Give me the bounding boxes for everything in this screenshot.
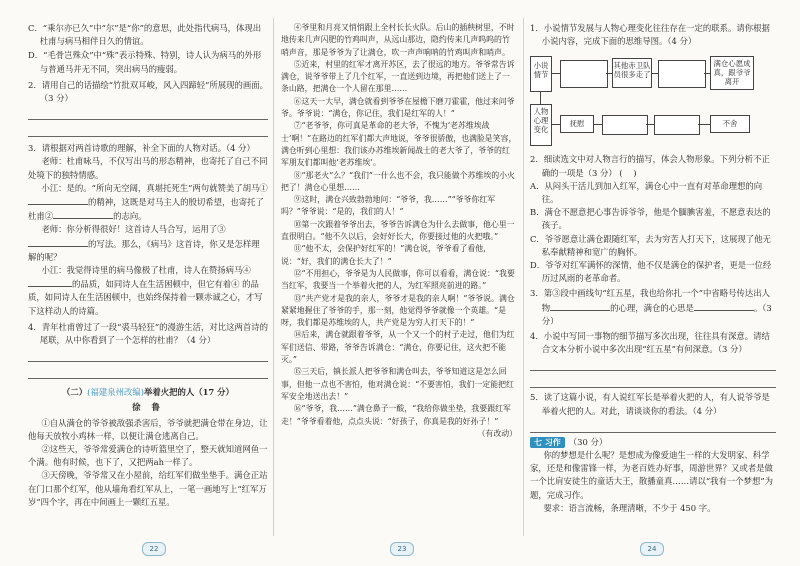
page-number: 24 [640, 542, 664, 556]
answer-line[interactable] [28, 122, 268, 137]
dialog-xiaojiang-2 [28, 264, 268, 318]
question-4: 4．小说中写同一事物的细节描写多次出现，往往具有深意。请结合文本分析小说中多次出现“红五星”有何深意。（3 分） [530, 331, 770, 355]
blank-mind[interactable] [550, 301, 610, 311]
paragraph: ⑯“爷爷，我……”满仓鼻子一酸，“我给你做坐垫，我要跟红军走！”爷爷看着他，点点头说：“好孩子，你真是我的好孙子！” [281, 404, 511, 426]
connector [646, 124, 654, 125]
paragraph: ⑬“共产党才是我的亲人，爷爷才是我的亲人啊！”爷爷说。满仓紧紧地握住了爷爷的手，那一刻，他觉得爷爷就像一个英雄。“是呀，我们都是苏维埃的人，共产党是为穷人打天下的！” [281, 293, 515, 328]
blank-thought[interactable] [694, 301, 754, 311]
answer-line[interactable] [530, 373, 776, 388]
paragraph: ⑭后来，满仓就跟着爷爷，从一个又一个的村子走过，他们为红军们送信、带路，爷爷告诉满仓：“满仓，你要记住，这火把不能灭。” [281, 330, 515, 365]
blank-2[interactable] [53, 209, 113, 219]
option-b: B．满仓不愿意把心事告诉爷爷，他是个腼腆害羞，不愿意表达的孩子。 [530, 207, 771, 231]
answer-line[interactable] [28, 347, 268, 362]
question-score: 。（3 分） [541, 302, 772, 326]
dialog-text: 的品质，如同诗人在生活困顿中，但它有着④ 的品质，如同诗人在生活困顿中，也始终保持着一颗赤诚之心，才写下这样动人的诗篇。 [28, 279, 263, 316]
answer-line[interactable] [28, 105, 268, 120]
question-2 [530, 153, 776, 179]
blank-box-4[interactable] [654, 115, 700, 135]
blank-box-1[interactable] [560, 60, 608, 88]
page-column-left [28, 22, 268, 542]
dialog-text: 的精神，这既是对马主人的殷切希望，也寄托了杜甫② [28, 197, 264, 222]
section-title [28, 386, 268, 399]
dialog-teacher-1: 老师：杜甫咏马，不仅写出马的形态精神，也寄托了自己不同处境下的独特情感。 [28, 156, 268, 180]
option-c: C．“乘尔亦已久”中“尔”是“你”的意思，此处指代病马，体现出杜甫与病马相伴日久的情谊。 [28, 23, 262, 47]
blank-box-2[interactable] [658, 60, 706, 88]
paragraph: ⑪“他不太，会保护好红军的！”满仓说，爷爷看了看他，说：“好，我们的满仓长大了！” [281, 244, 492, 266]
answer-line[interactable] [530, 418, 776, 433]
paragraph: ⑮三天后，镇长派人把爷爷和满仓叫去，爷爷知道这是怎么回事，但他一点也不害怕，他对满仓说：“不要害怕，我们一定能把红军安全地送出去！” [281, 367, 514, 401]
plot-box-2: 满仓心愿成真，跟爷爷离开 [710, 56, 754, 90]
plot-label: 小说情节 [530, 56, 552, 92]
paragraph: ⑦“老爷爷，你可真是革命的老大爷，不愧为‘老苏维埃战士’啊！”在路边的红军们都大声地说，爷爷很骄傲，也满脸是笑容，满仓听到心里想：我们该办苏维埃新闻战士的老大爷了，爷爷的红军朋友们都叫他‘老苏维埃’。 [281, 121, 517, 168]
dialog-text: 小江：是的。“所向无空阔，真堪托死生”两句就赞美了胡马① [41, 182, 268, 193]
paragraph: ①自从满仓的爷爷被敌强杀害后，爷爷就把满仓带在身边，让他每天放牧小鸡林一样，以便让满仓逃离自己。 [28, 417, 268, 441]
writing-header [530, 436, 776, 449]
paragraph: ⑥这天一大早，满仓就看到爷爷在屋檐下磨刀霍霍，他过来问爷爷。爷爷说：“满仓，你记住，我们是红军的人！” [281, 96, 515, 119]
connector [552, 124, 560, 125]
psych-label: 人物心理变化 [530, 104, 552, 146]
question-text: 3．第③段中画线句“红五星，我也给你扎一个”中省略号传达出人物 [530, 288, 771, 313]
question-4: 4．青年杜甫曾过了一段“裘马轻狂”的漫游生活，对比这两首诗的尾联，从中你看到了一个怎样的杜甫？（4 分） [28, 321, 269, 346]
paragraph: ⑩第一次跟着爷爷出去，爷爷告诉满仓为什么去做事，他心里一直很明白。“他不久以后，会好好长大，你要接过他的火把哦。” [281, 219, 515, 242]
section-number: （二） [62, 387, 88, 398]
source-note: （有改动） [477, 428, 517, 438]
paragraph: ⑨这时，满仓兴致勃勃地问：“爷爷，我……”“爷爷你红军吗？”爷爷说：“是的，我们的人！” [281, 195, 496, 217]
page-column-middle [281, 22, 517, 542]
page-column-right [530, 22, 776, 542]
connector [552, 73, 560, 74]
answer-paren[interactable]: ( ) [619, 167, 637, 178]
psych-box-2: 不舍 [710, 115, 750, 133]
dialog-xiaojiang-1 [28, 182, 268, 224]
blank-box-3[interactable] [602, 115, 648, 135]
option-c: C．爷爷愿意让满仓跟随红军，去为穷苦人打天下，这展现了他无私奉献精神和宽广的胸怀。 [530, 233, 771, 257]
section-name: 举着火把的人（17 分） [143, 387, 234, 398]
blank-3[interactable] [28, 237, 88, 247]
dialog-text: 的志向。 [113, 211, 147, 222]
paragraph: ⑫“不用担心，爷爷是为人民做事，你可以看看，满仓说：“我要当红军，我要当一个举着火把的人，为红军照亮前进的路。” [281, 268, 515, 291]
blank-1[interactable] [28, 195, 88, 205]
column-divider [523, 18, 524, 536]
answer-line[interactable] [28, 364, 268, 379]
option-a: A．从闷头干活儿到加入红军，满仓心中一直有对革命理想的向往。 [530, 180, 763, 205]
connector [594, 124, 602, 125]
dialog-teacher-2 [28, 223, 268, 264]
psych-box-1: 抚慰 [560, 115, 594, 133]
blank-4[interactable] [28, 277, 72, 287]
writing-score: （30 分） [568, 436, 608, 447]
mind-map [530, 52, 776, 148]
article-author: 徐 鲁 [132, 402, 164, 413]
paragraph: ②这些天，爷爷常爱满仓的诗听篮里空了，整天就知道网鱼一个满。他有时候，也下了，又把两ah一样了。 [28, 444, 268, 468]
section-tag-text: 福建泉州改编 [90, 387, 141, 398]
question-text: 的心理，满仓的心思是 [610, 302, 694, 313]
column-divider [273, 18, 274, 536]
paragraph: ⑧“那老火”么？“我们”一什么也不会，我只能做个苏维埃的小火把了！满仓心里想…… [281, 170, 515, 192]
question-3 [530, 287, 776, 328]
question-1: 1．小说情节发展与人物心理变化往往存在一定的联系。请你根据小说内容，完成下面的思维导图。（4 分） [530, 23, 770, 47]
page-number: 22 [142, 542, 166, 556]
option-d: D．“毛骨岂殊众”中“殊”表示特殊、特别，诗人认为病马的外形与普通马并无不同，突出病马的瘦弱。 [28, 50, 262, 74]
dialog-text: 的写法。那么，《病马》这首诗，你又是怎样理解的呢？ [28, 238, 260, 262]
page-number: 23 [390, 542, 414, 556]
writing-prompt: 你的梦想是什么呢？是想成为像爱迪生一样的大发明家、科学家，还是和像雷锋一样，为老百姓办好事，周游世界？又或者是做一个比肩安徒生的童话大王，散播童真……请以“我有一个梦想”为题，完成习作。 [530, 450, 774, 500]
paragraph: ⑤近来，村里的红军才离开苏区，去了很远的地方。爷爷常告诉满仓，说爷爷带上了几个红军，一直送到边境，再把他们送上了一条山路，把满仓一个人留在那里…… [281, 59, 515, 94]
option-d: D．爷爷对红军满怀的深情，他不仅是满仓的保护者，更是一位经历过风雨的老革命者。 [530, 260, 772, 284]
writing-badge-number: 七 [534, 437, 542, 447]
question-5: 5．读了这篇小说，有人说红军长是举着火把的人，有人说爷爷是举着火把的人。对此，请谈谈你的看法。（4 分） [530, 392, 770, 416]
question-3: 3．请根据对两首诗歌的理解，补全下面的人物对话。（4 分） [28, 143, 255, 154]
writing-label: 习作 [544, 437, 561, 447]
answer-line[interactable] [530, 356, 776, 371]
plot-box-1: 其他赤卫队员很多走了 [612, 58, 652, 88]
dialog-text: 小江：我觉得诗里的病马像极了杜甫，诗人在赞扬病马④ [41, 265, 251, 276]
paragraph: ③天傍晚，爷爷常又在小屋前，给红军们做坐垫手。满仓正站在门口那个红军，他从墙角看红军从上，一笔一画地写上“红军万岁”四个字，再在中间画上一颗红五星。 [28, 470, 268, 507]
question-2: 2．请用自己的话描绘“竹批双耳峻，风入四蹄轻”所展现的画面。（3 分） [28, 79, 269, 104]
paragraph: ④爷里和月亮又悄悄跟上全村长长火队。后山的插秧树里，不时地传来几声闪肥的竹鸡叫声，从远山那边，隐约传来几声呜呜的竹哨声音，那是爷爷为了让满仓，吹一声声响呐的竹鸡叫声和哨声。 [281, 23, 515, 57]
connector [698, 124, 710, 125]
writing-requirements: 要求：语言流畅，条理清晰，不少于 450 字。 [543, 502, 716, 513]
section-tag: (福建泉州改编) [87, 387, 144, 398]
dialog-text: 老师：你分析得很好！这首诗人马合写，运用了③ [41, 224, 226, 235]
connector [540, 92, 541, 104]
question-text: 2．细读选文中对人物言行的描写，体会人物形象。下列分析不正确的一项是（3 分） [530, 154, 770, 178]
writing-badge [530, 437, 565, 448]
